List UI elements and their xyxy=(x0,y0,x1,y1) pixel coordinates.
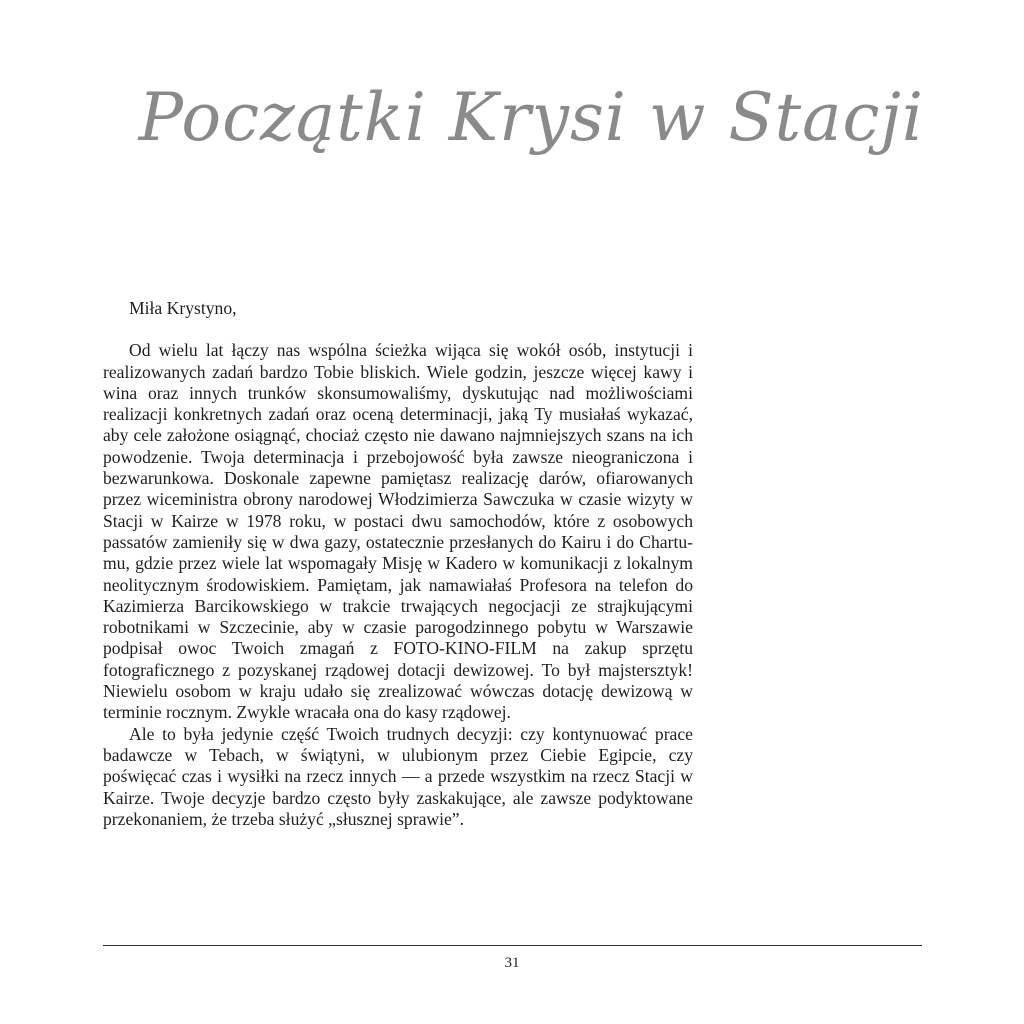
letter-paragraph: Od wielu lat łączy nas wspólna ścieżka wijąca się wokół osób, instytucji i realizowanych zadań bardzo Tobie bliskich. Wiele godzin, jeszcze więcej kawy i wina oraz innych trunków skonsumowaliśmy, dyskutując nad możliwościami realizacji konkretnych zadań oraz oceną determinacji, jaką Ty musiałaś wykazać, aby cele założone osiągnąć, chociaż często nie dawano najmniejszych szans na ich powodzenie. Twoja determinacja i przebojowość była zawsze nieograniczona i bezwarunkowa. Doskonale zapewne pamiętasz realizację darów, ofiarowanych przez wiceministra obrony narodowej Włodzimierza Sawczuka w czasie wizyty w Stacji w Kairze w 1978 roku, w postaci dwu samochodów, które z osobowych passatów zamieniły się w dwa gazy, ostatecznie przesłanych do Kairu i do Chartumu, gdzie przez wiele lat wspomagały Misję w Kadero w komunikacji z lokalnym neolitycznym środowiskiem. Pamiętam, jak namawiałaś Profesora na telefon do Kazimierza Barcikowskiego w trakcie trwających negocjacji ze strajkującymi robotnikami w Szczecinie, aby w czasie parogodzinnego pobytu w Warszawie podpisał owoc Twoich zmagań z FOTO-KINO-FILM na zakup sprzętu fotograficznego z pozyskanej rządowej dotacji dewizowej. To był majstersztyk! Niewielu osobom w kraju udało się zrealizować wówczas dotację dewizową w terminie rocznym. Zwykle wracała ona do kasy rządowej. xyxy=(103,340,693,723)
chapter-title: Początki Krysi w Stacji xyxy=(138,79,924,156)
letter-salutation: Miła Krystyno, xyxy=(129,298,237,318)
letter-paragraph: Ale to była jedynie część Twoich trudnych decyzji: czy kontynuować prace badawcze w Tebach, w świątyni, w ulubionym przez Ciebie Egipcie, czy poświęcać czas i wysiłki na rzecz innych — a przede wszystkim na rzecz Stacji w Kairze. Twoje decyzje bardzo często były zaskakujące, ale zawsze podyktowane przekonaniem, że trzeba służyć „słusznej sprawie”. xyxy=(103,723,693,829)
page-number: 31 xyxy=(504,955,520,971)
letter-body xyxy=(103,298,693,830)
footer-divider xyxy=(103,945,922,946)
